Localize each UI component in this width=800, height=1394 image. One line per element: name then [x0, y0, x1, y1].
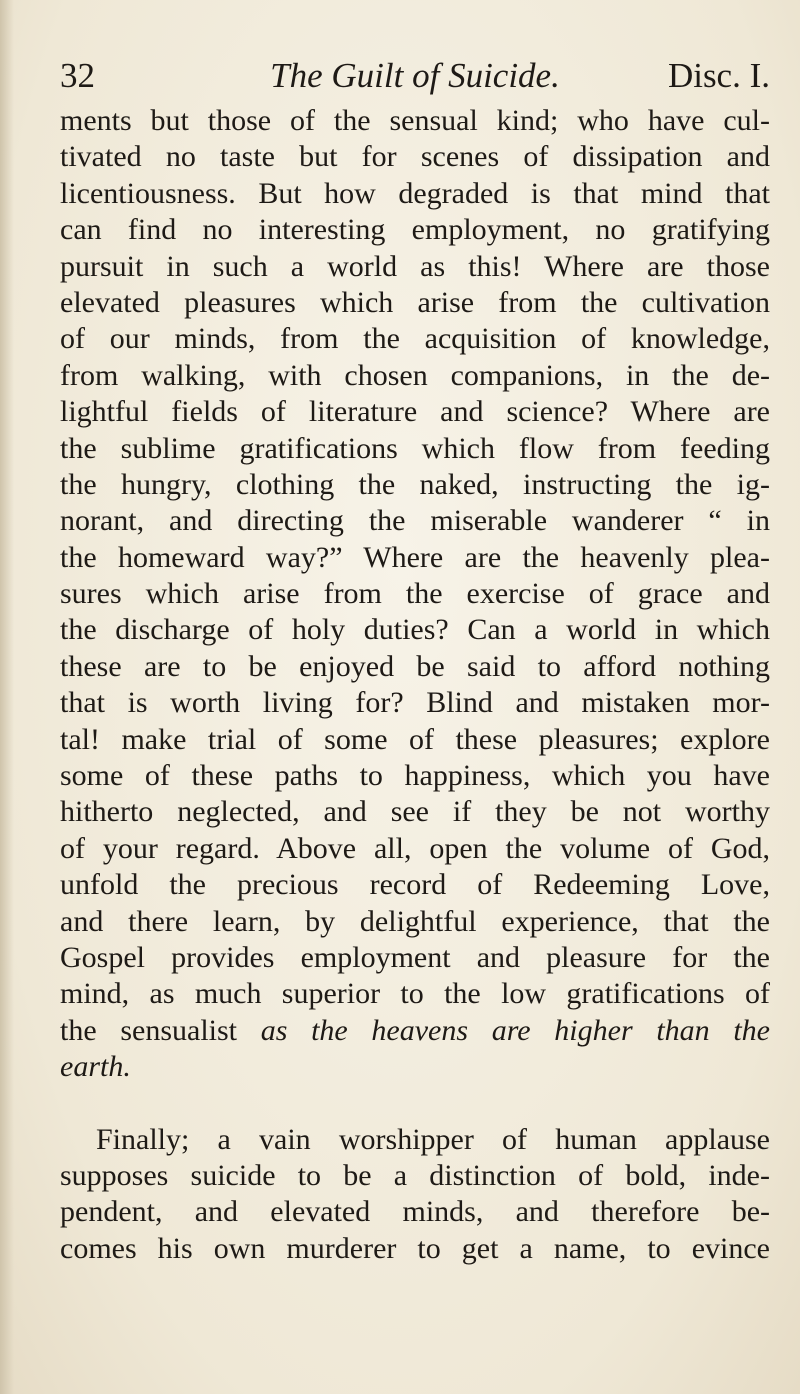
text-line: of your regard. Above all, open the volume of God,	[60, 831, 770, 865]
text-line: licentiousness. But how degraded is that mind that	[60, 176, 770, 210]
paragraph	[60, 103, 770, 1086]
text-line: that is worth living for? Blind and mistaken mor-	[60, 686, 770, 720]
text-line: tivated no taste but for scenes of dissipation and	[60, 140, 770, 174]
text-line: ments but those of the sensual kind; who have cul-	[60, 104, 770, 137]
page-number: 32	[60, 56, 95, 95]
italic-text-run: earth.	[60, 1050, 131, 1084]
text-line: and there learn, by delightful experience, that the	[60, 904, 770, 938]
text-line: pursuit in such a world as this! Where are those	[60, 249, 770, 283]
paragraph	[60, 1122, 770, 1268]
text-line: elevated pleasures which arise from the cultivation	[60, 285, 770, 319]
text-line: comes his own murderer to get a name, to evince	[60, 1231, 770, 1265]
text-line: mind, as much superior to the low gratifications of	[60, 977, 770, 1011]
running-title: The Guilt of Suicide.	[270, 56, 560, 95]
text-line: some of these paths to happiness, which you have	[60, 759, 770, 793]
text-line	[60, 1049, 770, 1085]
text-line: Finally; a vain worshipper of human applause	[96, 1122, 770, 1156]
text-line: sures which arise from the exercise of grace and	[60, 577, 770, 611]
text-line: the hungry, clothing the naked, instructing the ig-	[60, 467, 770, 501]
text-line: the sublime gratifications which flow from feeding	[60, 431, 770, 465]
text-line: the homeward way?” Where are the heavenly plea-	[60, 540, 770, 574]
text-line	[60, 1013, 770, 1049]
text-line: unfold the precious record of Redeeming Love,	[60, 868, 770, 902]
text-line: from walking, with chosen companions, in the de-	[60, 358, 770, 392]
running-head	[60, 52, 770, 100]
body-text	[60, 103, 770, 1267]
page-gutter-shadow	[0, 0, 14, 1394]
italic-text-run: as the heavens are higher than the	[260, 1013, 770, 1047]
text-line: hitherto neglected, and see if they be not worthy	[60, 795, 770, 829]
text-line: supposes suicide to be a distinction of bold, inde-	[60, 1158, 770, 1192]
text-run: the sensualist	[60, 1013, 261, 1047]
text-line: these are to be enjoyed be said to afford nothing	[60, 649, 770, 683]
section-label: Disc. I.	[667, 56, 770, 95]
text-line: norant, and directing the miserable wanderer “ in	[60, 504, 770, 538]
text-line: can find no interesting employment, no gratifying	[60, 213, 770, 247]
text-line: lightful fields of literature and science? Where are	[60, 395, 770, 429]
text-line: pendent, and elevated minds, and therefore be-	[60, 1195, 770, 1229]
text-line: tal! make trial of some of these pleasures; explore	[60, 722, 770, 756]
text-line: of our minds, from the acquisition of knowledge,	[60, 322, 770, 356]
text-line: the discharge of holy duties? Can a world in which	[60, 613, 770, 647]
text-line: Gospel provides employment and pleasure for the	[60, 940, 770, 974]
paragraph-gap	[60, 1086, 770, 1122]
